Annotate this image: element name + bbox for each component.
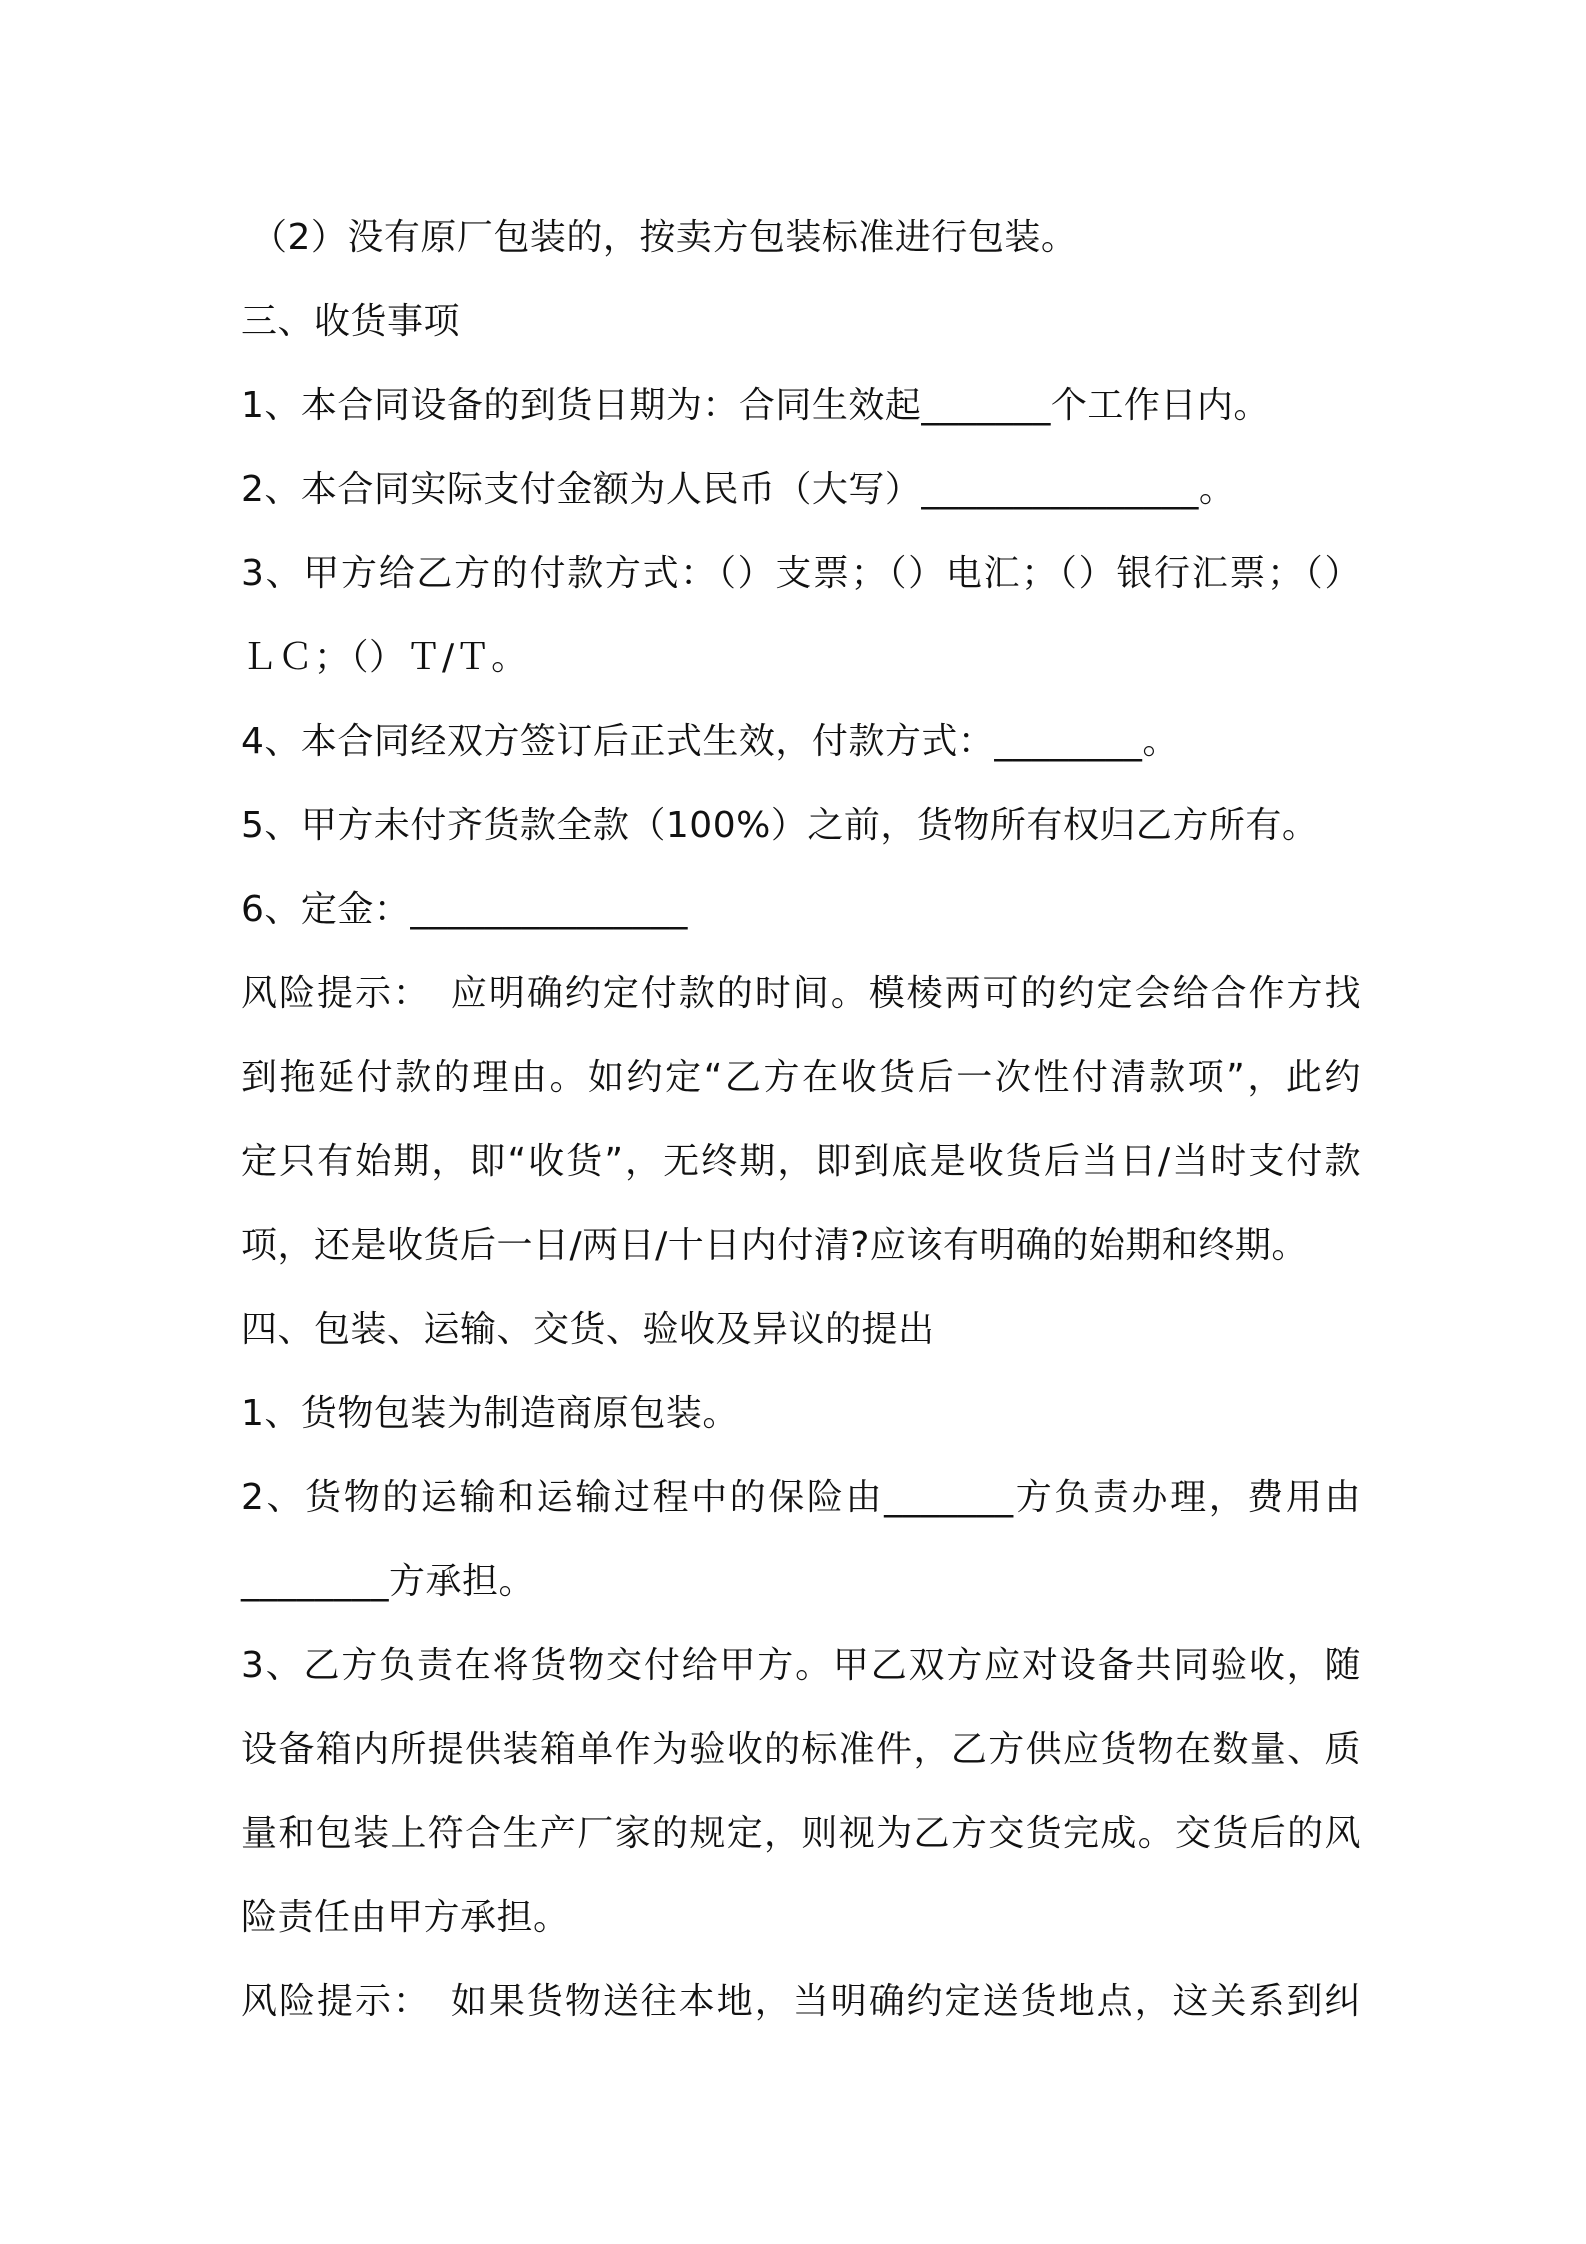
clause-payment-amount: 2、本合同实际支付金额为人民币（大写）_______________。 xyxy=(241,469,1236,510)
clause-packaging-original: 1、货物包装为制造商原包装。 xyxy=(241,1393,739,1434)
clause-ownership: 5、甲方未付齐货款全款（100%）之前，货物所有权归乙方所有。 xyxy=(241,805,1319,846)
risk-note-payment-cont-3: 项，还是收货后一日/两日/十日内付清?应该有明确的始期和终期。 xyxy=(241,1225,1308,1266)
document-body xyxy=(241,196,1361,2044)
risk-note-delivery: 风险提示： 如果货物送往本地，当明确约定送货地点，这关系到纠 xyxy=(241,1981,1361,2022)
clause-transport-insurance: 2、货物的运输和运输过程中的保险由_______方负责办理，费用由 xyxy=(241,1477,1361,1518)
clause-payment-method: 3、甲方给乙方的付款方式：（）支票；（）电汇；（）银行汇票；（） xyxy=(241,553,1361,594)
risk-note-payment-cont-1: 到拖延付款的理由。如约定“乙方在收货后一次性付清款项”，此约 xyxy=(241,1057,1361,1098)
risk-note-payment-cont-2: 定只有始期，即“收货”，无终期，即到底是收货后当日/当时支付款 xyxy=(241,1141,1361,1182)
section-heading-packaging: 四、包装、运输、交货、验收及异议的提出 xyxy=(241,1309,935,1350)
section-heading-receiving: 三、收货事项 xyxy=(241,301,461,342)
clause-delivery-date: 1、本合同设备的到货日期为：合同生效起_______个工作日内。 xyxy=(241,385,1270,426)
clause-acceptance: 3、乙方负责在将货物交付给甲方。甲乙双方应对设备共同验收，随 xyxy=(241,1645,1361,1686)
clause-acceptance-cont-2: 量和包装上符合生产厂家的规定，则视为乙方交货完成。交货后的风 xyxy=(241,1813,1361,1854)
risk-note-payment: 风险提示： 应明确约定付款的时间。模棱两可的约定会给合作方找 xyxy=(241,973,1361,1014)
clause-transport-insurance-cont: ________方承担。 xyxy=(241,1561,536,1602)
clause-acceptance-cont-3: 险责任由甲方承担。 xyxy=(241,1897,570,1938)
clause-acceptance-cont-1: 设备箱内所提供装箱单作为验收的标准件，乙方供应货物在数量、质 xyxy=(241,1729,1361,1770)
clause-packaging-2: （2）没有原厂包装的，按卖方包装标准进行包装。 xyxy=(251,217,1078,258)
clause-effective: 4、本合同经双方签订后正式生效，付款方式：________。 xyxy=(241,721,1179,762)
clause-payment-method-cont: ＬＣ；（）Ｔ/Ｔ。 xyxy=(241,637,528,678)
clause-deposit: 6、定金：_______________ xyxy=(241,889,688,930)
